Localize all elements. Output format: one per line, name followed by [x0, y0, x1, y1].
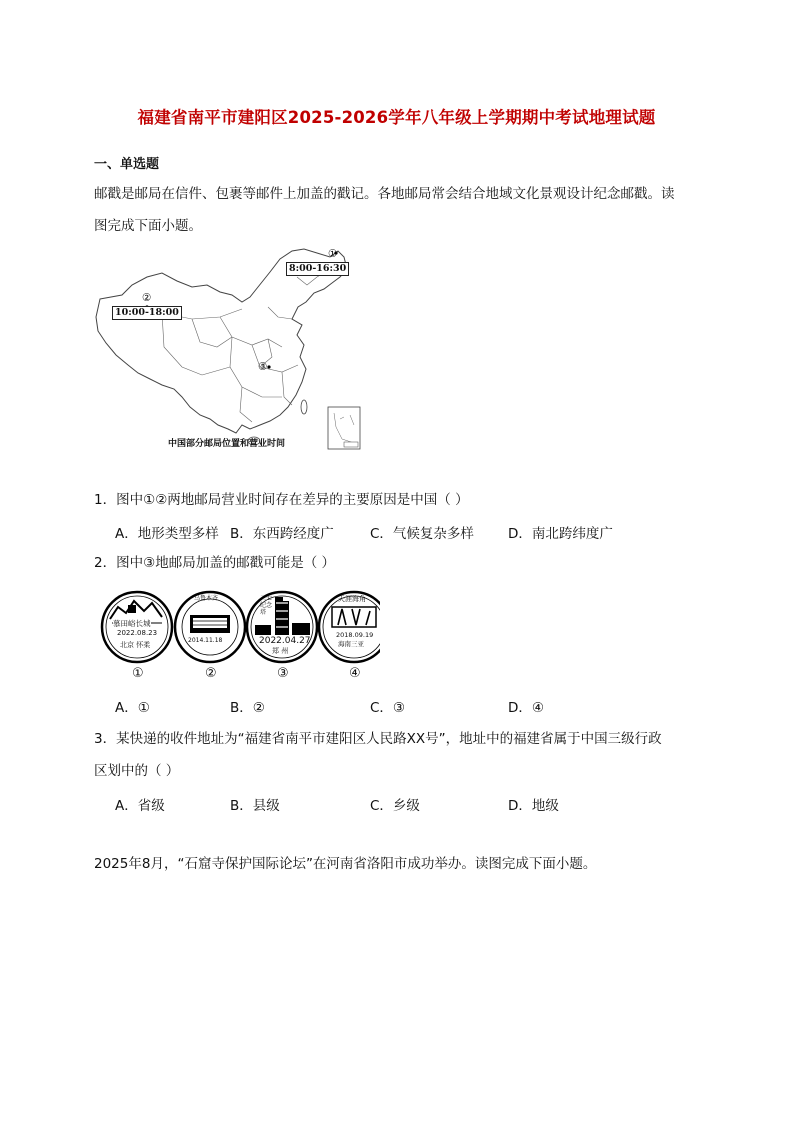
postmark-1-name: 慕田峪长城 [113, 619, 151, 628]
intro-line-2: 图完成下面小题。 [94, 218, 202, 234]
postmark-3-top: 二七纪念塔 [260, 595, 273, 616]
postmark-1-number: ① [132, 666, 144, 681]
postmark-2-date: 2014.11.18 [188, 637, 223, 644]
q2-option-b[interactable]: B．② [230, 700, 265, 716]
section-heading: 一、单选题 [94, 157, 160, 172]
marker-3-dot [267, 365, 270, 368]
question-3-text [94, 723, 700, 787]
postmark-3-date: 2022.04.27 [259, 636, 311, 646]
question-3-line-2: 区划中的（ ） [94, 763, 180, 779]
postmark-2-top: 乌鲁木齐 [194, 595, 219, 602]
hours-label-2: 10:00-18:00 [112, 306, 182, 320]
q3-option-a[interactable]: A．省级 [115, 798, 165, 814]
q1-option-c[interactable]: C．气候复杂多样 [370, 526, 474, 542]
q1-option-d[interactable]: D．南北跨纬度广 [508, 526, 613, 542]
postmark-3-number: ③ [277, 666, 289, 681]
q2-option-a[interactable]: A．① [115, 700, 150, 716]
question-3-line-1: 3．某快递的收件地址为“福建省南平市建阳区人民路XX号”，地址中的福建省属于中国三级行政 [94, 731, 662, 747]
question-1-text: 1．图中①②两地邮局营业时间存在差异的主要原因是中国（ ） [94, 492, 469, 508]
postmark-4-place: 海南三亚 [338, 640, 364, 648]
intro-line-1: 邮戳是邮局在信件、包裹等邮件上加盖的戳记。各地邮局常会结合地域文化景观设计纪念邮戳。读 [94, 186, 675, 202]
china-map-image [92, 247, 364, 452]
postmark-4-top: 天涯海角 [338, 595, 366, 603]
q2-option-c[interactable]: C．③ [370, 700, 406, 716]
intro-paragraph-2: 2025年8月，“石窟寺保护国际论坛”在河南省洛阳市成功举办。读图完成下面小题。 [94, 856, 597, 872]
map-caption: 中国部分邮局位置和营业时间 [168, 439, 286, 449]
question-2-options [115, 696, 675, 716]
q2-option-d[interactable]: D．④ [508, 700, 544, 716]
hours-label-1: 8:00-16:30 [286, 262, 349, 276]
map-marker-3-label: ③ [258, 361, 268, 373]
map-marker-2-label: ② [142, 292, 152, 304]
china-map-figure [92, 247, 364, 452]
postmark-4-number: ④ [349, 666, 361, 681]
question-2-text: 2．图中③地邮局加盖的邮戳可能是（ ） [94, 555, 335, 571]
q3-option-b[interactable]: B．县级 [230, 798, 280, 814]
q3-option-d[interactable]: D．地级 [508, 798, 559, 814]
question-3-options [115, 794, 675, 814]
postmark-1-date: 2022.08.23 [117, 629, 158, 637]
q1-option-b[interactable]: B．东西跨经度广 [230, 526, 334, 542]
postmark-1-place: 北京 怀柔 [120, 641, 151, 649]
page-title: 福建省南平市建阳区2025-2026学年八年级上学期期中考试地理试题 [137, 108, 656, 127]
intro-paragraph [94, 178, 700, 242]
postmark-2-number: ② [205, 666, 217, 681]
map-marker-1-label: ① [328, 248, 338, 260]
postmark-3-place: 郑 州 [272, 647, 289, 655]
q1-option-a[interactable]: A．地形类型多样 [115, 526, 219, 542]
postmark-4-date: 2018.09.19 [336, 631, 374, 639]
question-1-options [115, 522, 675, 542]
q3-option-c[interactable]: C．乡级 [370, 798, 420, 814]
